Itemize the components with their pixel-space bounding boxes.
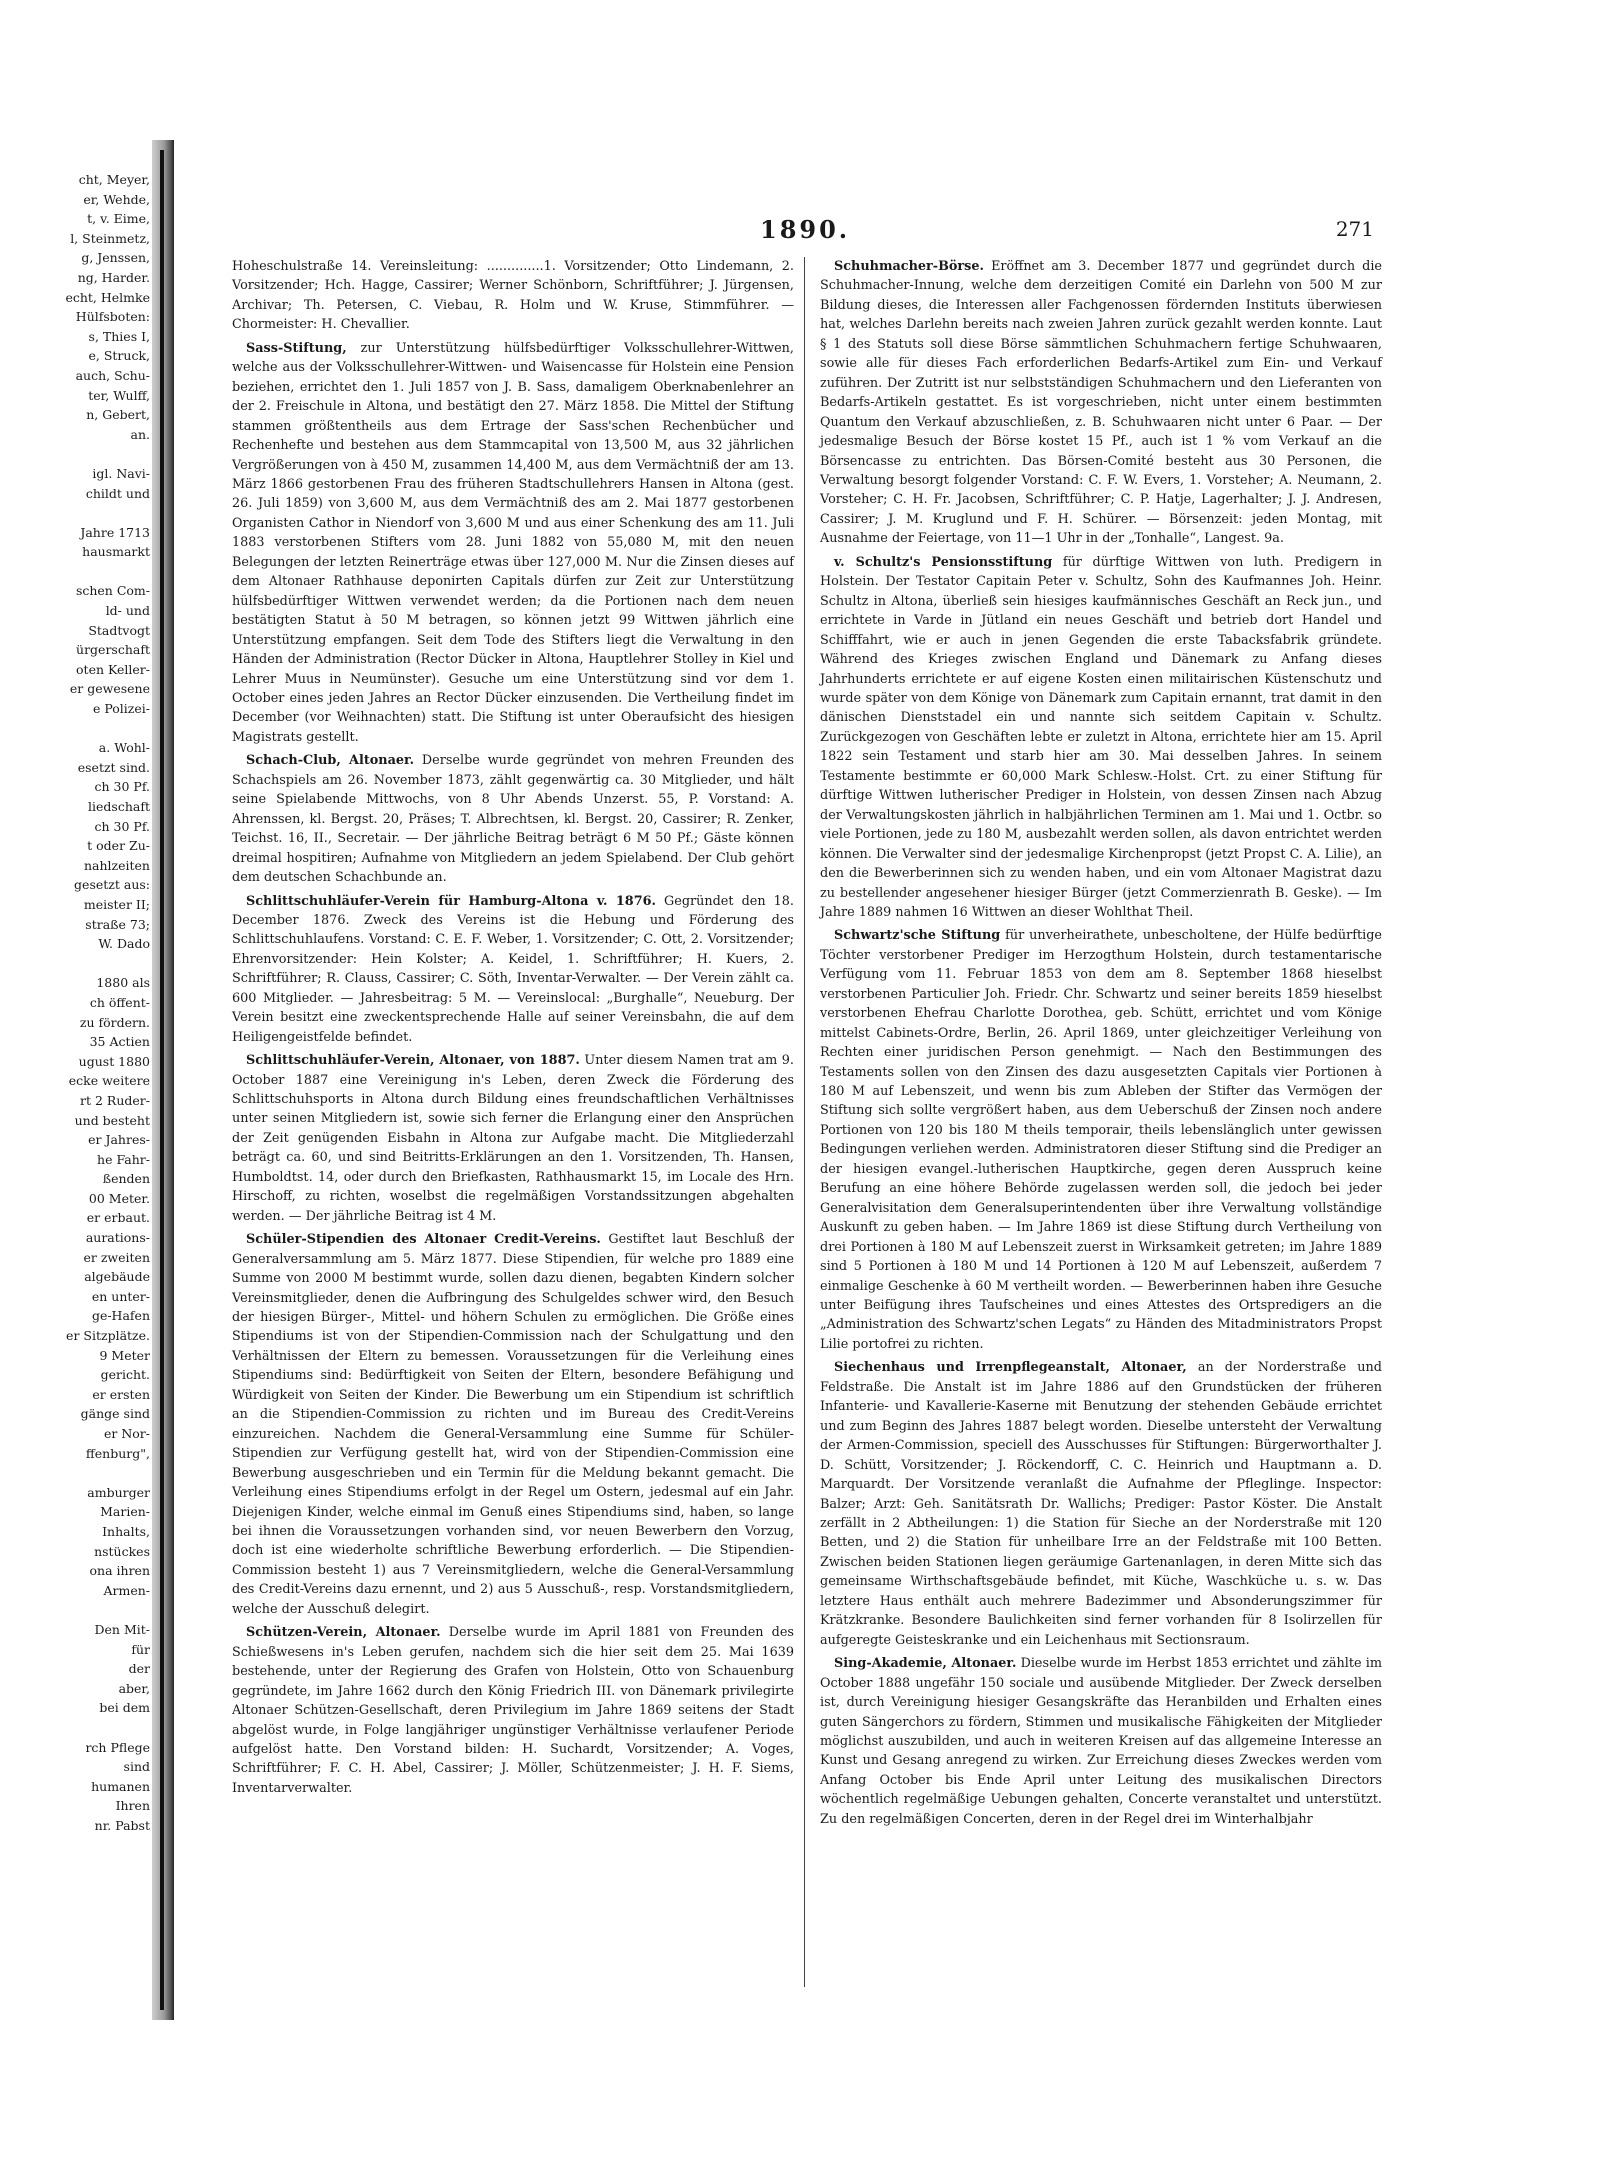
- fragment-line: nahlzeiten: [83, 857, 150, 873]
- fragment-line: an.: [130, 426, 150, 442]
- fragment-line: t, v. Eime,: [87, 211, 150, 227]
- fragment-line: er Nor-: [103, 1426, 150, 1441]
- fragment-line: algebäude: [84, 1269, 150, 1285]
- fragment-line: aurations-: [85, 1230, 150, 1246]
- fragment-line: gericht.: [100, 1367, 150, 1383]
- fragment-line: esetzt sind.: [77, 759, 150, 775]
- fragment-line: ge-Hafen: [91, 1308, 150, 1324]
- fragment-line: humanen: [91, 1778, 150, 1794]
- entry: [820, 1654, 1382, 1829]
- entry: [820, 257, 1382, 549]
- fragment-line: sind: [123, 1759, 150, 1775]
- fragment-line: ürgerschaft: [76, 642, 150, 658]
- fragment-line: er ersten: [92, 1386, 150, 1402]
- fragment-line: Hülfsboten:: [75, 309, 150, 325]
- fragment-line: ch 30 Pf.: [94, 818, 150, 834]
- entry-text: Gestiftet laut Beschluß der Generalversammlung am 5. März 1877. Diese Stipendien, für welche pro 1889 eine Summe von 2000 M bestimmt wurde, sollen dazu dienen, begabten Kindern solcher Vereinsmitglieder, denen die Aufbringung des Schulgeldes schwer wird, den Besuch der hiesigen Bürger-, Mittel- und höhern Schulen zu ermöglichen. Die Größe eines Stipendiums ist von der Stipendien-Commission nach der Schulgattung und den Verhältnissen der Eltern zu bemessen. Voraussetzungen für die Verleihung eines Stipendiums sind: Bedürftigkeit von Seiten der Eltern, besondere Befähigung und Würdigkeit von Seiten der Kinder. Die Bewerbung um ein Stipendium ist schriftlich an die Stipendien-Commission zu richten und im Bureau des Credit-Vereins einzureichen. Nachdem die General-Versammlung eine Summe für Schüler-Stipendien zur Verfügung gestellt hat, wird von der Stipendien-Commission eine Bewerbung ausgeschrieben und ein Termin für die Meldung bekannt gemacht. Die Verleihung eines Stipendiums erfolgt in der Regel um Ostern, jedesmal auf ein Jahr. Diejenigen Kinder, welche einmal im Genuß eines Stipendiums sind, haben, so lange bei ihnen die Voraussetzungen vorhanden sind, vor neuen Bewerbern den Vorzug, doch ist eine wiederholte schriftliche Bewerbung erforderlich. — Die Stipendien-Commission besteht 1) aus 7 Vereinsmitgliedern, welche die General-Versammlung des Credit-Vereins dazu ernennt, und 2) aus 5 Ausschuß-, resp. Vorstandsmitgliedern, welche der Ausschuß delegirt.: [232, 1232, 794, 1617]
- fragment-line: bei dem: [99, 1700, 150, 1716]
- fragment-line: e Polizei-: [92, 701, 150, 717]
- fragment-line: Marien-: [100, 1504, 150, 1520]
- fragment-line: 1880 als: [96, 975, 150, 991]
- entry: [232, 1623, 794, 1798]
- entry-text: an der Norderstraße und Feldstraße. Die Anstalt ist im Jahre 1886 auf den Grundstücken der früheren Infanterie- und Kavallerie-Kaserne mit Benutzung der stehenden Gebäude errichtet und zum Beginn des Jahres 1887 belegt worden. Dieselbe untersteht der Verwaltung der Armen-Commission, speciell des Ausschusses für Stiftungen: Bürgerworthalter J. D. Schütt, Vorsitzender; J. Röckendorff, C. C. Heinrich und Hauptmann a. D. Marquardt. Der Vorsitzende veranlaßt die Aufnahme der Pfleglinge. Inspector: Balzer; Arzt: Geh. Sanitätsrath Dr. Wallichs; Prediger: Pastor Köster. Die Anstalt zerfällt in 2 Abtheilungen: 1) die Station für Sieche an der Norderstraße mit 120 Betten, und 2) die Station für unheilbare Irre an der Feldstraße mit 100 Betten. Zwischen beiden Stationen liegen geräumige Gartenanlagen, in deren Mitte sich das gemeinsame Wirthschaftsgebäude befindet, mit Küche, Waschküche u. s. w. Das letztere Haus enthält auch mehrere Badezimmer und Absonderungszimmer für Krätzkranke. Besondere Baulichkeiten sind ferner vorhanden für 8 Isolirzellen für aufgeregte Geisteskranke und ein Leichenhaus mit Sectionsraum.: [820, 1360, 1382, 1648]
- entry-text: Derselbe wurde gegründet von mehren Freunden des Schachspiels am 26. November 1873, zählt gegenwärtig ca. 30 Mitglieder, und hält seine Spielabende Mittwochs, von 8 Uhr Abends Unzerst. 55, P. Vorstand: A. Ahrenssen, kl. Bergst. 20, Präses; T. Albrechtsen, kl. Bergst. 20, Cassirer; R. Zenker, Teichst. 16, II., Secretair. — Der jährliche Beitrag beträgt 6 M 50 Pf.; Gäste können dreimal hospitiren; Aufnahme von Mitgliedern an jedem Spielabend. Der Club gehört dem deutschen Schachbunde an.: [232, 753, 794, 886]
- fragment-line: s, Thies I,: [88, 328, 150, 344]
- fragment-line: ng, Harder.: [77, 269, 150, 285]
- left-page-fragment: [0, 170, 150, 2010]
- fragment-line: der: [128, 1661, 150, 1677]
- fragment-line: igl. Navi-: [92, 465, 150, 481]
- right-column: [820, 257, 1382, 1833]
- fragment-line: Ihren: [115, 1798, 150, 1814]
- fragment-line: ch öffent-: [89, 994, 150, 1010]
- entry-heading: v. Schultz's Pensionsstiftung: [834, 554, 1053, 570]
- entry: [232, 257, 794, 335]
- fragment-line: Stadtvogt: [88, 622, 150, 638]
- entry: [232, 339, 794, 748]
- fragment-line: Inhalts,: [102, 1523, 150, 1539]
- fragment-line: he Fahr-: [97, 1151, 150, 1167]
- fragment-line: zu fördern.: [79, 1014, 150, 1030]
- fragment-line: hausmarkt: [82, 544, 150, 560]
- column-divider: [804, 257, 805, 1987]
- entry-text: für dürftige Wittwen von luth. Predigern in Holstein. Der Testator Capitain Peter v. Schultz, Sohn des Kaufmannes Joh. Heinr. Schultz in Altona, überließ sein hiesiges kaufmännisches Geschäft an Reck jun., und errichtete in Varde in Jütland ein neues Geschäft und betrieb dort Handel und Schifffahrt, wie er auch in jenen Gegenden die erste Tabacksfabrik gründete. Während des Krieges zwischen England und Dänemark zu Anfang dieses Jahrhunderts errichtete er auf eigene Kosten einen militairischen Küstenschutz und wurde später von dem Könige von Dänemark zum Capitain ernannt, trat damit in den dänischen Dienststadel ein und nannte sich seitdem Capitain v. Schultz. Zurückgezogen von Geschäften lebte er zuletzt in Altona, errichtete hier am 15. April 1822 sein Testament und starb hier am 30. Mai desselben Jahres. In seinem Testamente bestimmte er 60,000 Mark Schlesw.-Holst. Crt. zu einer Stiftung für dürftige Wittwen lutherischer Prediger in Holstein, von dessen Zinsen nach Abzug der Verwaltungskosten jährlich in halbjährlichen Terminen am 1. Mai und 1. Octbr. so viele Portionen, jede zu 180 M, ausbezahlt werden sollen, als davon entrichtet werden können. Die Verwalter sind der jedesmalige Kirchenpropst (jetzt Propst C. A. Lilie), an den die Bewerberinnen sich zu wenden haben, und ein vom Altonaer Magistrat dazu zu bestellender angesehener hiesiger Bürger (jetzt Commerzienrath B. Geske). — Im Jahre 1889 nahmen 16 Wittwen an dieser Wohlthat Theil.: [820, 554, 1382, 920]
- entry-heading: Schach-Club, Altonaer.: [246, 753, 415, 769]
- fragment-line: meister II;: [83, 896, 150, 912]
- fragment-line: echt, Helmke: [65, 289, 150, 305]
- fragment-line: er Sitzplätze.: [66, 1328, 150, 1344]
- fragment-line: [0, 1718, 150, 1738]
- fragment-line: ecke weitere: [68, 1073, 150, 1089]
- fragment-line: ona ihren: [89, 1563, 150, 1579]
- entry-heading: Schützen-Verein, Altonaer.: [246, 1625, 441, 1641]
- entry-heading: Schlittschuhläufer-Verein für Hamburg-Altona v. 1876.: [246, 893, 656, 909]
- fragment-line: 9 Meter: [99, 1347, 150, 1363]
- entry-heading: Schwartz'sche Stiftung: [834, 928, 1001, 944]
- entry-text: für unverheirathete, unbescholtene, der Hülfe bedürftige Töchter verstorbener Prediger im Herzogthum Holstein, durch testamentarische Verfügung vom 11. Februar 1853 von dem am 8. September 1868 hieselbst verstorbenen Particulier Joh. Friedr. Chr. Schwartz und seiner bereits 1859 hieselbst verstorbenen Ehefrau Charlotte Dorothea, geb. Schütt, errichtet und vom Könige mittelst Cabinets-Ordre, Berlin, 26. April 1869, unter gleichzeitiger Verleihung von Rechten einer juridischen Person genehmigt. — Nach den Bestimmungen des Testaments sollen von den Zinsen des dazu ausgesetzten Capitals vier Portionen à 180 M auf Lebenszeit, und wenn bis zum Ableben der Stifter das Vermögen der Stiftung sich sollte vergrößert haben, aus dem Ueberschuß der Zinsen noch andere Portionen von 120 bis 180 M theils temporair, theils lebenslänglich unter gewissen Bedingungen verliehen werden. Administratoren dieser Stiftung sind die Prediger an der hiesigen evangel.-lutherischen Hauptkirche, gegen deren Ausspruch keine Berufung an eine höhere Behörde zugelassen werden soll, die jedoch bei jeder Generalvisitation dem Generalsuperintendenten über ihre Verwaltung vollständige Auskunft zu geben haben. — Im Jahre 1869 ist diese Stiftung durch Vertheilung von drei Portionen à 180 M auf Lebenszeit zuerst in Wirksamkeit getreten; im Jahre 1889 sind 5 Portionen à 180 M und 14 Portionen à 120 M auf Lebenszeit, außerdem 7 einmalige Geschenke à 60 M vertheilt worden. — Bewerberinnen haben ihre Gesuche unter Beifügung ihres Taufscheines und eines Attestes des Ortspredigers an die „Administration des Schwartz'schen Legats“ zu Händen des Mitadministrators Propst Lilie portofrei zu richten.: [820, 928, 1382, 1352]
- fragment-line: amburger: [87, 1484, 150, 1500]
- fragment-line: ld- und: [105, 603, 150, 619]
- fragment-line: g, Jenssen,: [81, 250, 150, 266]
- fragment-line: a. Wohl-: [98, 740, 150, 756]
- fragment-line: ter, Wulff,: [88, 387, 150, 403]
- page-year: 1890.: [760, 215, 851, 244]
- fragment-line: rch Pflege: [85, 1739, 150, 1755]
- fragment-line: liedschaft: [88, 799, 150, 814]
- fragment-line: Jahre 1713: [80, 524, 150, 540]
- entry-heading: Schüler-Stipendien des Altonaer Credit-Vereins.: [246, 1232, 601, 1248]
- fragment-line: gänge sind: [80, 1406, 150, 1422]
- entry: [232, 892, 794, 1048]
- page-edge-line: [160, 150, 164, 2010]
- fragment-line: er erbaut.: [86, 1210, 150, 1226]
- fragment-line: ch 30 Pf.: [94, 779, 150, 795]
- fragment-line: ugust 1880: [78, 1053, 150, 1069]
- fragment-line: childt und: [85, 485, 150, 501]
- fragment-line: cht, Meyer,: [78, 172, 150, 187]
- fragment-line: [0, 954, 150, 974]
- fragment-line: Armen-: [103, 1582, 150, 1598]
- entry-heading: Sing-Akademie, Altonaer.: [834, 1656, 1017, 1672]
- fragment-line: nstückes: [94, 1543, 150, 1559]
- fragment-line: en unter-: [91, 1288, 150, 1304]
- fragment-line: [0, 719, 150, 739]
- fragment-line: rt 2 Ruder-: [80, 1092, 150, 1108]
- fragment-line: auch, Schu-: [75, 367, 150, 383]
- entry: [232, 1230, 794, 1619]
- fragment-line: er, Wehde,: [83, 191, 150, 207]
- entry-heading: Schlittschuhläufer-Verein, Altonaer, von 1887.: [246, 1053, 580, 1069]
- entry-heading: Siechenhaus und Irrenpflegeanstalt, Altonaer,: [834, 1360, 1187, 1376]
- entry: [820, 553, 1382, 923]
- fragment-line: nr. Pabst: [94, 1817, 150, 1833]
- entry-text: Eröffnet am 3. December 1877 und gegründet durch die Schuhmacher-Innung, welche dem derzeitigen Comité ein Darlehn von 500 M zur Bildung dieses, die Interessen aller Fachgenossen fördernden Instituts überwiesen hat, welches Darlehn bereits nach zweien Jahren zurück gezahlt werden konnte. Laut § 1 des Statuts soll diese Börse sämmtlichen Schuhmachern fertige Schuhwaaren, sowie alle für dieses Fach erforderlichen Bedarfs-Artikel zum Ein- und Verkauf zuführen. Der Zutritt ist nur selbstständigen Schuhmachern und den Lieferanten von Bedarfs-Artikeln gestattet. Es ist vorgeschrieben, nicht unter einem bestimmten Quantum den Verkauf abzuschließen, z. B. Schuhwaaren nicht unter 6 Paar. — Der jedesmalige Besuch der Börse kostet 15 Pf., auch ist 1 % vom Verkauf an die Börsencasse zu entrichten. Das Börsen-Comité besteht aus 30 Personen, die Verwaltung besorgt folgender Vorstand: C. F. W. Evers, 1. Vorsteher; A. Neumann, 2. Vorsteher; C. H. Fr. Jacobsen, Schriftführer; C. P. Hatje, Lagerhalter; J. J. Andresen, Cassirer; J. M. Kruglund und F. H. Schürer. — Börsenzeit: jeden Montag, mit Ausnahme der Feiertage, von 11—1 Uhr in der „Tonhalle“, Langest. 9a.: [820, 259, 1383, 547]
- fragment-line: [0, 1600, 150, 1620]
- fragment-line: er gewesene: [69, 681, 150, 697]
- page-number: 271: [1335, 217, 1374, 241]
- entry-text: zur Unterstützung hülfsbedürftiger Volksschullehrer-Wittwen, welche aus der Volksschullehrer-Wittwen- und Waisencasse für Holstein eine Pension beziehen, errichtet den 1. Juli 1857 von J. B. Sass, damaligem Oberknabenlehrer an der 2. Freischule in Altona, und bestätigt den 27. März 1858. Die Mittel der Stiftung stammen größtentheils aus dem Ertrage der Sass'schen Rechenbücher und Rechenhefte und bestehen aus dem Stammcapital von 13,500 M, aus 32 jährlichen Vergrößerungen von à 450 M, zusammen 14,400 M, aus dem Vermächtniß der am 13. März 1866 gestorbenen Frau des früheren Stadtschullehrers Hansen in Altona (gest. 26. Juli 1859) von 3,600 M, aus dem Vermächtniß des am 2. Mai 1877 gestorbenen Organisten Cathor in Niendorf von 3,600 M und aus einer Schenkung des am 11. Juli 1883 verstorbenen Stifters vom 28. Juni 1882 von 55,080 M, mit den neuen Belegungen der letzten Reinerträge etwas über 127,000 M. Nur die Zinsen dieses auf dem Altonaer Rathhause deponirten Capitals dürfen zur Zeit zur Unterstützung hülfsbedürftiger Wittwen verwendet werden; da die Portionen nach dem neuen bestätigten Statut à 50 M betragen, so können jetzt 99 Wittwen jährlich eine Unterstützung empfangen. Seit dem Tode des Stifters liegt die Verwaltung in den Händen der Administration (Rector Dücker in Altona, Hauptlehrer Stolley in Kiel und Lehrer Muus in Neumünster). Gesuche um eine Unterstützung sind vor dem 1. October eines jeden Jahres an Rector Dücker einzusenden. Die Vertheilung findet im December (vor Weihnachten) statt. Die Stiftung ist unter Oberaufsicht des hiesigen Magistrats gestellt.: [232, 340, 794, 745]
- fragment-line: Den Mit-: [94, 1621, 150, 1637]
- entry-text: Dieselbe wurde im Herbst 1853 errichtet und zählte im October 1888 ungefähr 150 sociale und ausübende Mitglieder. Der Zweck derselben ist, durch Vereinigung hiesiger Gesangskräfte das Heranbilden und Erhalten eines guten Sängerchors zu fördern, Stimmen und musikalische Fähigkeiten der Mitglieder möglichst auszubilden, und auch in weiteren Kreisen auf das allgemeine Interesse an Kunst und Gesang anregend zu wirken. Zur Erreichung dieses Zweckes werden vom Anfang October bis Ende April unter Leitung des musikalischen Directors wöchentlich regelmäßige Uebungen gehalten, Concerte veranstaltet und unterstützt. Zu den regelmäßigen Concerten, deren in der Regel drei im Winterhalbjahr: [820, 1656, 1382, 1827]
- entry-text: Derselbe wurde im April 1881 von Freunden des Schießwesens in's Leben gerufen, nachdem sich die hier seit dem 25. Mai 1639 bestehende, unter der Regierung des Grafen von Holstein, Otto von Schauenburg gegründete, im Jahre 1662 durch den König Friedrich III. von Dänemark privilegirte Altonaer Schützen-Gesellschaft, deren Privilegium im Jahre 1869 seitens der Stadt abgelöst wurde, in Folge langjähriger ungünstiger Verhältnisse verlaufener Periode aufgelöst hatte. Den Vorstand bilden: H. Suchardt, Vorsitzender; A. Voges, Schriftführer; F. C. H. Abel, Cassirer; J. Möller, Schützenmeister; J. H. F. Siems, Inventarverwalter.: [232, 1625, 794, 1796]
- fragment-line: für: [131, 1641, 150, 1657]
- fragment-line: und besteht: [74, 1112, 150, 1128]
- fragment-line: er zweiten: [83, 1249, 150, 1265]
- left-column: [232, 257, 794, 1802]
- entry: [820, 926, 1382, 1354]
- entry: [820, 1358, 1382, 1650]
- entry-heading: Schuhmacher-Börse.: [834, 259, 984, 274]
- entry: [232, 751, 794, 887]
- entry-text: Gegründet den 18. December 1876. Zweck des Vereins ist die Hebung und Förderung des Schlittschuhlaufens. Vorstand: C. E. F. Weber, 1. Vorsitzender; C. Ott, 2. Vorsitzender; Ehrenvorsitzender: Hein Kolster; A. Keidel, 1. Schriftführer; H. Kuers, 2. Schriftführer; R. Clauss, Cassirer; C. Söth, Inventar-Verwalter. — Der Verein zählt ca. 600 Mitglieder. — Jahresbeitrag: 5 M. — Vereinslocal: „Burghalle“, Neueburg. Der Verein besitzt eine zweckentsprechende Halle auf seiner Vereinsbahn, die auf dem Heiligengeistfelde befindet.: [232, 893, 794, 1045]
- fragment-line: l, Steinmetz,: [70, 230, 150, 246]
- fragment-line: schen Com-: [75, 583, 150, 599]
- fragment-line: aber,: [118, 1680, 150, 1696]
- fragment-line: n, Gebert,: [86, 407, 150, 423]
- page-header: [232, 215, 1382, 249]
- fragment-line: straße 73;: [85, 916, 150, 932]
- fragment-line: ffenburg",: [85, 1445, 150, 1461]
- fragment-line: [0, 562, 150, 582]
- fragment-line: [0, 1463, 150, 1483]
- fragment-line: [0, 503, 150, 523]
- fragment-line: t oder Zu-: [87, 838, 150, 854]
- fragment-line: 35 Actien: [89, 1034, 150, 1050]
- fragment-line: gesetzt aus:: [74, 877, 150, 893]
- fragment-line: e, Struck,: [88, 348, 150, 364]
- fragment-line: W. Dado: [98, 936, 150, 952]
- entry-text: Hoheschulstraße 14. Vereinsleitung: ..............1. Vorsitzender; Otto Lindemann, 2. Vorsitzender; Hch. Hagge, Cassirer; Werner Schönborn, Schriftführer; J. Jürgensen, Archivar; Th. Petersen, C. Viebau, R. Holm und W. Kruse, Stimmführer. — Chormeister: H. Chevallier.: [232, 259, 794, 333]
- fragment-line: er Jahres-: [88, 1132, 150, 1148]
- fragment-line: ßenden: [102, 1171, 150, 1187]
- entry-heading: Sass-Stiftung,: [246, 340, 347, 356]
- fragment-line: oten Keller-: [76, 661, 150, 677]
- fragment-line: [0, 444, 150, 464]
- entry-text: Unter diesem Namen trat am 9. October 1887 eine Vereinigung in's Leben, deren Zweck die Förderung des Schlittschuhsports in Altona durch Bildung eines freundschaftlichen Verhältnisses unter seinen Mitgliedern ist, sowie sich ferner die Erlangung einer den Ansprüchen der Zeit genügenden Eisbahn in Altona zur Aufgabe macht. Die Mitgliederzahl beträgt ca. 60, und sind Beitritts-Erklärungen an den 1. Vorsitzenden, Th. Hansen, Humboldtst. 14, oder durch den Briefkasten, Rathhausmarkt 15, im Locale des Hrn. Hirschoff, zu richten, woselbst die regelmäßigen Vorstandssitzungen abgehalten werden. — Der jährliche Beitrag ist 4 M.: [232, 1053, 794, 1224]
- entry: [232, 1051, 794, 1226]
- fragment-line: 00 Meter.: [88, 1190, 150, 1206]
- page-271: [232, 215, 1382, 2015]
